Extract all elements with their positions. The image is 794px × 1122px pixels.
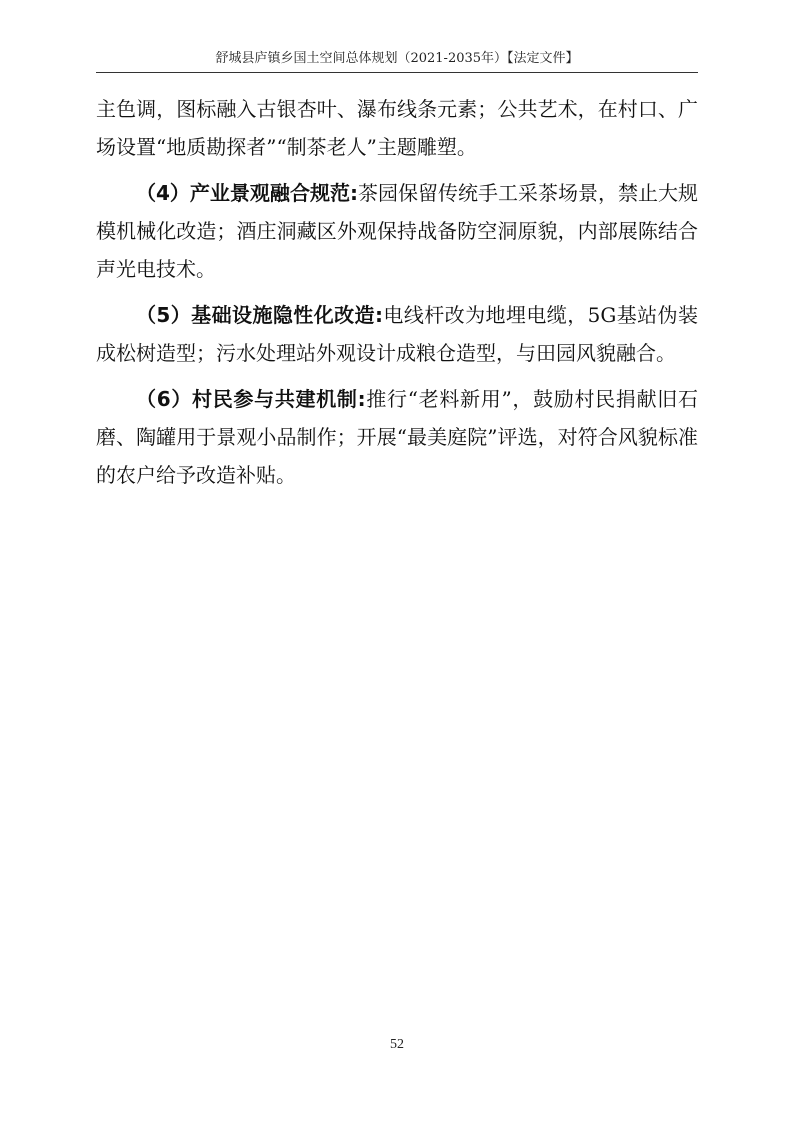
paragraph-text: 主色调，图标融入古银杏叶、瀑布线条元素；公共艺术，在村口、广场设置“地质勘探者”“制茶老人”主题雕塑。 — [96, 97, 698, 159]
paragraph-heading: （6）村民参与共建机制: — [136, 387, 366, 411]
paragraph-text: 电线杆改为地埋电缆，5G基站伪装成松树造型；污水处理站外观设计成粮仓造型，与田园风貌融合。 — [96, 303, 699, 365]
document-header: 舒城县庐镇乡国土空间总体规划（2021-2035年）【法定文件】 — [215, 51, 579, 66]
paragraph-villager-participation — [96, 380, 698, 494]
paragraph-heading: （5）基础设施隐性化改造: — [136, 303, 383, 327]
paragraph-infrastructure — [96, 296, 698, 372]
paragraph-industry-landscape — [96, 174, 698, 288]
document-body — [96, 90, 698, 502]
paragraph-heading: （4）产业景观融合规范: — [136, 181, 358, 205]
paragraph-continuation — [96, 90, 698, 166]
paragraph-text: 推行“老料新用”，鼓励村民捐献旧石磨、陶罐用于景观小品制作；开展“最美庭院”评选，对符合风貌标准的农户给予改造补贴。 — [96, 387, 698, 487]
page-number: 52 — [390, 1037, 404, 1052]
paragraph-text: 茶园保留传统手工采茶场景，禁止大规模机械化改造；酒庄洞藏区外观保持战备防空洞原貌，内部展陈结合声光电技术。 — [96, 181, 699, 281]
header-divider — [96, 72, 698, 73]
